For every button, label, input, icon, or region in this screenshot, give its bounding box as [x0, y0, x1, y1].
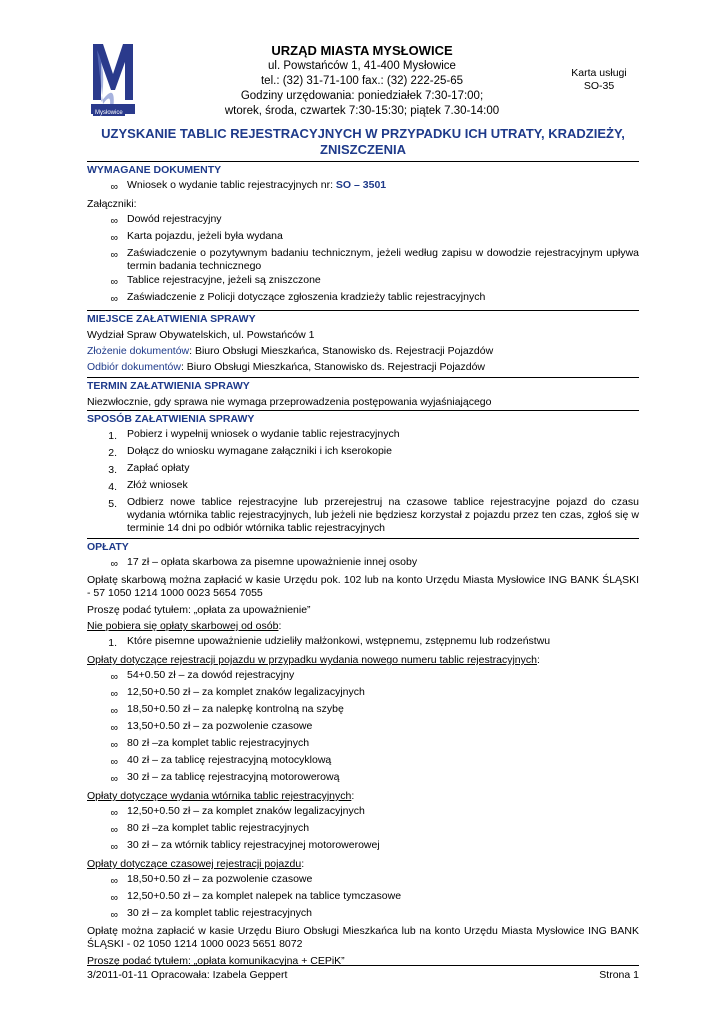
- exempt-label: Nie pobiera się opłaty skarbowej od osób:: [87, 620, 282, 632]
- list-item: ∞ Karta pojazdu, jeżeli była wydana: [87, 230, 639, 246]
- bullet-icon: ∞: [110, 773, 118, 785]
- section-heading-method: SPOSÓB ZAŁATWIENIA SPRAWY: [87, 410, 639, 427]
- place-line: Wydział Spraw Obywatelskich, ul. Powstańców 1: [87, 329, 315, 341]
- step-item: 3. Zapłać opłaty: [108, 462, 190, 476]
- step-item: 4. Złóż wniosek: [108, 479, 188, 493]
- pickup-line: Odbiór dokumentów: Biuro Obsługi Mieszkańca, Stanowisko ds. Rejestracji Pojazdów: [87, 361, 486, 373]
- bullet-icon: ∞: [110, 909, 118, 921]
- page-footer: [87, 965, 639, 981]
- section-heading-place: MIEJSCE ZAŁATWIENIA SPRAWY: [87, 310, 639, 327]
- fee-item: ∞ 40 zł – za tablicę rejestracyjną motocyklową: [87, 754, 639, 770]
- content: [87, 161, 639, 969]
- section-heading-term: TERMIN ZAŁATWIENIA SPRAWY: [87, 377, 639, 394]
- list-item: ∞ Zaświadczenie z Policji dotyczące zgłoszenia kradzieży tablic rejestracyjnych: [87, 291, 639, 307]
- fee-item: ∞ 30 zł – za komplet tablic rejestracyjnych: [87, 907, 639, 923]
- dup-fees-label: Opłaty dotyczące wydania wtórnika tablic rejestracyjnych:: [87, 790, 355, 802]
- bullet-icon: ∞: [110, 671, 118, 683]
- bullet-icon: ∞: [110, 181, 118, 193]
- fee-item: ∞ 80 zł –za komplet tablic rejestracyjnych: [87, 822, 639, 838]
- pay-title: Proszę podać tytułem: „opłata komunikacyjna + CEPiK”: [87, 955, 345, 967]
- page-number: Strona 1: [599, 969, 639, 981]
- bullet-icon: ∞: [110, 756, 118, 768]
- bullet-icon: ∞: [110, 249, 118, 261]
- fee-item: ∞ 54+0.50 zł – za dowód rejestracyjny: [87, 669, 639, 685]
- fee-item: ∞ 12,50+0.50 zł – za komplet znaków legalizacyjnych: [87, 805, 639, 821]
- bullet-icon: ∞: [110, 293, 118, 305]
- list-item: ∞ Zaświadczenie o pozytywnym badaniu technicznym, jeżeli według zapisu w dowodzie rejestracyjnym upływa termin badania technicznego: [87, 247, 639, 273]
- card-code: SO-35: [583, 80, 615, 92]
- bullet-icon: ∞: [110, 688, 118, 700]
- stamp-title: Proszę podać tytułem: „opłata za upoważnienie”: [87, 604, 311, 616]
- bullet-icon: ∞: [110, 824, 118, 836]
- bullet-icon: ∞: [110, 807, 118, 819]
- exempt-item: 1. Które pisemne upoważnienie udzieliły małżonkowi, wstępnemu, zstępnemu lub rodzeństwu: [108, 635, 551, 649]
- bullet-icon: ∞: [110, 739, 118, 751]
- term-text: Niezwłocznie, gdy sprawa nie wymaga przeprowadzenia postępowania wyjaśniającego: [87, 396, 492, 408]
- list-item: [87, 179, 639, 195]
- fee-item: ∞ 30 zł – za tablicę rejestracyjną motorowerową: [87, 771, 639, 787]
- bullet-icon: ∞: [110, 841, 118, 853]
- org-phone: tel.: (32) 31-71-100 fax.: (32) 222-25-65: [260, 75, 463, 87]
- form-text: Wniosek o wydanie tablic rejestracyjnych nr:: [127, 179, 336, 191]
- bullet-icon: ∞: [110, 722, 118, 734]
- fee-item: ∞ 12,50+0.50 zł – za komplet znaków legalizacyjnych: [87, 686, 639, 702]
- submit-label: Złożenie dokumentów: [87, 345, 190, 357]
- logo-text: Mysłowice: [95, 110, 123, 116]
- list-item: ∞ 17 zł – opłata skarbowa za pisemne upoważnienie innej osoby: [87, 556, 639, 572]
- service-card-label: [559, 67, 639, 93]
- form-code-link[interactable]: SO – 3501: [335, 179, 387, 191]
- bullet-icon: ∞: [110, 892, 118, 904]
- pickup-label: Odbiór dokumentów: [87, 361, 181, 373]
- fee-item: ∞ 30 zł – za wtórnik tablicy rejestracyjnej motorowerowej: [87, 839, 639, 855]
- footer-author: 3/2011-01-11 Opracowała: Izabela Geppert: [87, 969, 288, 981]
- bullet-icon: ∞: [110, 232, 118, 244]
- page-title: UZYSKANIE TABLIC REJESTRACYJNYCH W PRZYPADKU ICH UTRATY, KRADZIEŻY, ZNISZCZENIA: [101, 126, 625, 157]
- list-item: ∞ Dowód rejestracyjny: [87, 213, 639, 229]
- list-item: ∞ Tablice rejestracyjne, jeżeli są zniszczone: [87, 274, 639, 290]
- section-heading-fees: OPŁATY: [87, 538, 639, 555]
- bullet-icon: ∞: [110, 705, 118, 717]
- submit-line: Złożenie dokumentów: Biuro Obsługi Mieszkańca, Stanowisko ds. Rejestracji Pojazdów: [87, 345, 494, 357]
- fee-item: ∞ 18,50+0.50 zł – za nalepkę kontrolną na szybę: [87, 703, 639, 719]
- step-item: 2. Dołącz do wniosku wymagane załączniki i ich kserokopie: [108, 445, 392, 459]
- fee-item: ∞ 13,50+0.50 zł – za pozwolenie czasowe: [87, 720, 639, 736]
- attachments-label: Załączniki:: [87, 198, 137, 210]
- section-heading-documents: WYMAGANE DOKUMENTY: [87, 161, 639, 178]
- step-item: 1. Pobierz i wypełnij wniosek o wydanie tablic rejestracyjnych: [108, 428, 400, 442]
- org-address: ul. Powstańców 1, 41-400 Mysłowice: [268, 60, 456, 72]
- office-hours-2: wtorek, środa, czwartek 7:30-15:30; piątek 7.30-14:00: [224, 105, 500, 117]
- fee-item: ∞ 80 zł –za komplet tablic rejestracyjnych: [87, 737, 639, 753]
- card-label: Karta usługi: [571, 67, 627, 79]
- pay-text: Opłatę można zapłacić w kasie Urzędu Biuro Obsługi Mieszkańca lub na konto Urzędu Miasta Mysłowice ING BANK ŚLĄSKI - 02 1050 1214 1000 0023 5651 8072: [87, 925, 639, 950]
- bullet-icon: ∞: [110, 276, 118, 288]
- office-hours-1: Godziny urzędowania: poniedziałek 7:30-17:00;: [240, 90, 484, 102]
- bullet-icon: ∞: [110, 875, 118, 887]
- bullet-icon: ∞: [110, 215, 118, 227]
- stamp-pay-text: Opłatę skarbową można zapłacić w kasie Urzędu pok. 102 lub na konto Urzędu Miasta Mysłowice ING BANK ŚLĄSKI - 57 1050 1214 1000 0023 5654 7055: [87, 574, 639, 599]
- bullet-icon: ∞: [110, 558, 118, 570]
- temp-fees-label: Opłaty dotyczące czasowej rejestracji pojazdu:: [87, 858, 305, 870]
- org-name: URZĄD MIASTA MYSŁOWICE: [271, 43, 453, 58]
- step-item: 5. Odbierz nowe tablice rejestracyjne lub przerejestruj na czasowe tablice rejestracyjne pojazd do czasu wydania wtórnika tablic rejestracyjnych, lub jeżeli nie będziesz korzystał z pojazdu przez ten czas, zgłoś się w terminie 14 dni po odbiór wtórnika tablic rejestracyjnych: [108, 496, 639, 534]
- fee-item: ∞ 18,50+0.50 zł – za pozwolenie czasowe: [87, 873, 639, 889]
- header-block: [181, 43, 543, 119]
- fee-item: ∞ 12,50+0.50 zł – za komplet nalepek na tablice tymczasowe: [87, 890, 639, 906]
- new-fees-label: Opłaty dotyczące rejestracji pojazdu w przypadku wydania nowego numeru tablic rejestracyjnych:: [87, 654, 540, 666]
- city-logo: [87, 40, 139, 115]
